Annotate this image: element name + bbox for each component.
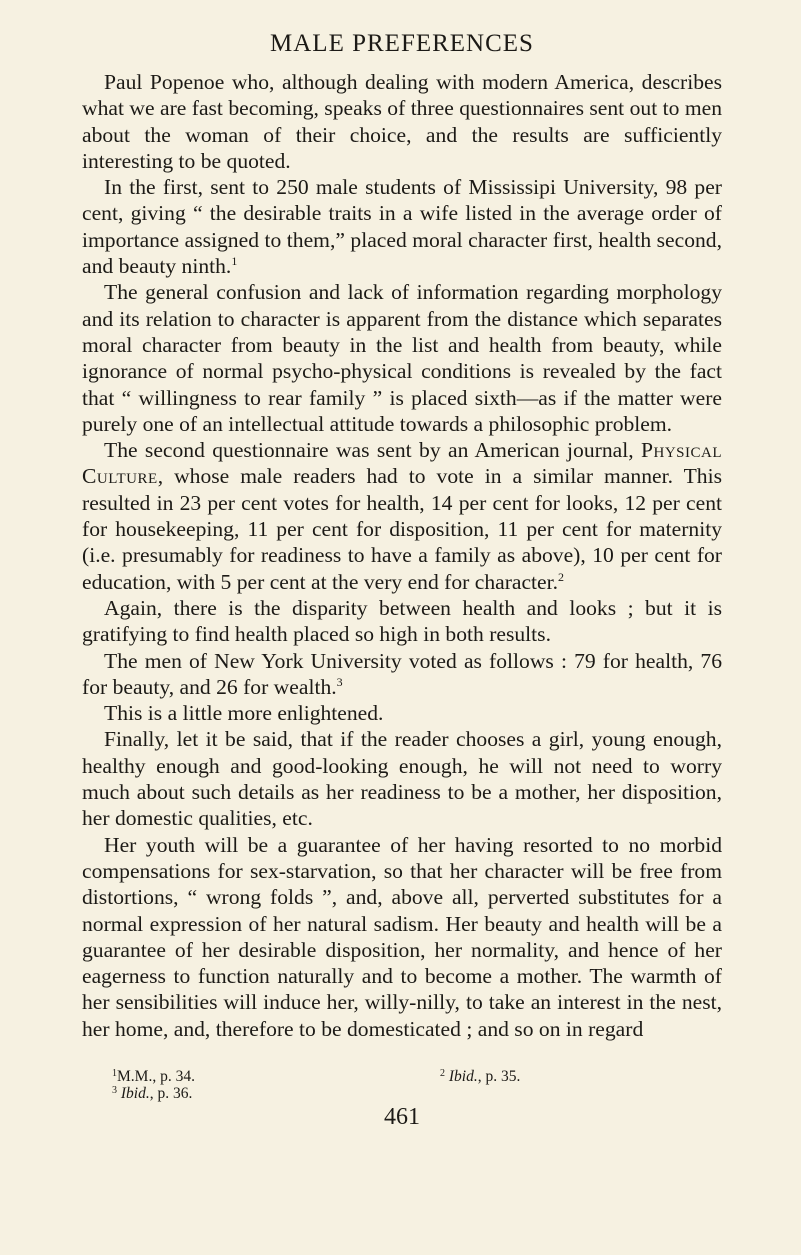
footnote-1-mark: 1: [112, 1067, 117, 1079]
footnote-2: [440, 1068, 520, 1085]
footnote-1: [112, 1068, 195, 1085]
footnote-3-mark: 3: [112, 1084, 117, 1096]
paragraph-2: [82, 174, 722, 279]
book-page: [82, 30, 722, 1130]
page-number: 461: [384, 1103, 420, 1130]
paragraph-7: This is a little more enlightened.: [104, 701, 384, 726]
footnote-3-ibid: Ibid.: [120, 1084, 150, 1102]
footnote-1-text: M.M., p. 34.: [117, 1067, 195, 1085]
paragraph-4: [82, 437, 722, 595]
paragraph-8: Finally, let it be said, that if the reader chooses a girl, young enough, healthy enough and good-looking enough, he will not need to worry much about such details as her readiness to be a mother, her disposition, her domestic qualities, etc.: [82, 727, 722, 831]
paragraph-2-text: In the first, sent to 250 male students of Mississipi University, 98 per cent, giving “ the desirable traits in a wife listed in the average order of importance assigned to them,” placed moral character first, health second, and beauty ninth.: [82, 175, 722, 279]
paragraph-5: Again, there is the disparity between health and looks ; but it is gratifying to find health placed so high in both results.: [82, 595, 722, 647]
footnote-ref-3: 3: [336, 674, 343, 689]
footnote-ref-2: 2: [558, 569, 565, 584]
paragraph-6: [82, 648, 722, 701]
journal-title: Physical Culture: [82, 438, 722, 489]
footnote-2-text: , p. 35.: [477, 1067, 521, 1085]
footnote-3-text: , p. 36.: [149, 1084, 193, 1102]
footnote-2-mark: 2: [440, 1067, 445, 1079]
paragraph-1: Paul Popenoe who, although dealing with modern America, describes what we are fast becoming, speaks of three questionnaires sent out to men about the woman of their choice, and the results are sufficiently interesting to be quoted.: [82, 70, 722, 173]
paragraph-3: The general confusion and lack of information regarding morphology and its relation to character is apparent from the distance which separates moral character from beauty in the list and health from beauty, while ignorance of normal psycho-physical conditions is revealed by the fact that “ willingness to rear family ” is placed sixth—as if the matter were purely one of an intellectual attitude towards a philosophic problem.: [82, 280, 722, 436]
footnote-3: [112, 1085, 192, 1102]
footnotes: [82, 1068, 722, 1104]
footnote-2-ibid: Ibid.: [448, 1067, 478, 1085]
paragraph-4-text-b: , whose male readers had to vote in a similar manner. This resulted in 23 per cent votes for health, 14 per cent for looks, 12 per cent for housekeeping, 11 per cent for disposition, 11 per cent for maternity (i.e. presumably for readiness to have a family as above), 10 per cent for education, with 5 per cent at the very end for character.: [82, 464, 722, 594]
paragraph-6-text: The men of New York University voted as follows : 79 for health, 76 for beauty, and 26 for wealth.: [82, 648, 722, 699]
paragraph-4-text-a: The second questionnaire was sent by an American journal,: [104, 438, 634, 463]
paragraph-9: Her youth will be a guarantee of her having resorted to no morbid compensations for sex-starvation, so that her character will be free from distortions, “ wrong folds ”, and, above all, perverted substitutes for a normal expression of her natural sadism. Her beauty and health will be a guarantee of her desirable disposition, her normality, and hence of her eagerness to function naturally and to become a mother. The warmth of her sensibilities will induce her, willy-nilly, to take an interest in the nest, her home, and, therefore to be domesticated ; and so on in regard: [82, 832, 722, 1041]
running-head: MALE PREFERENCES: [270, 30, 534, 57]
footnote-ref-1: 1: [231, 254, 238, 269]
